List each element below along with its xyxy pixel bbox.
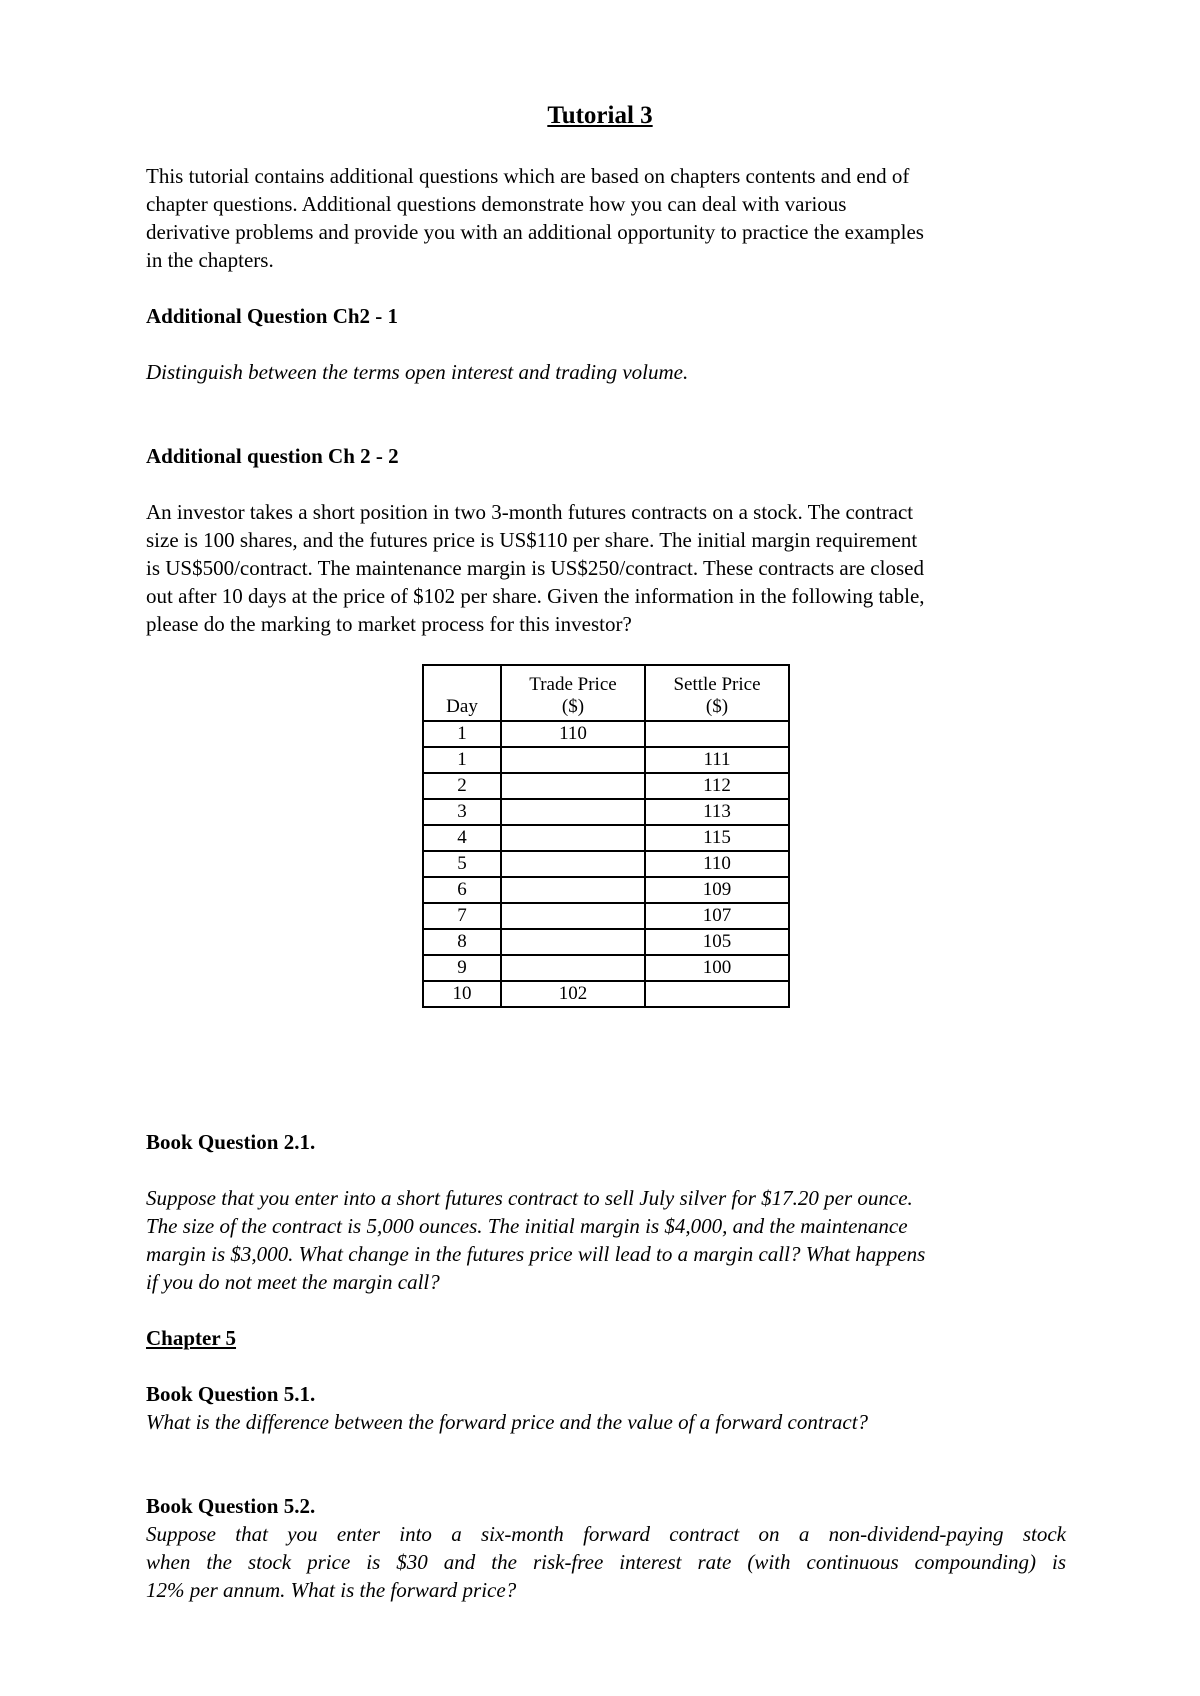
q2-line: out after 10 days at the price of $102 per share. Given the information in the following table, [146, 584, 925, 608]
cell-trade: 102 [501, 981, 645, 1007]
header-day-label: Day [446, 696, 478, 717]
cell-settle: 100 [645, 955, 789, 981]
bq52-paragraph [146, 1520, 1066, 1604]
q2-heading: Additional question Ch 2 - 2 [146, 444, 399, 468]
cell-day: 3 [423, 799, 501, 825]
cell-day: 6 [423, 877, 501, 903]
cell-trade [501, 903, 645, 929]
intro-line: This tutorial contains additional questions which are based on chapters contents and end of [146, 164, 910, 188]
cell-trade: 110 [501, 721, 645, 747]
cell-settle: 110 [645, 851, 789, 877]
table-row [423, 799, 789, 825]
cell-settle: 107 [645, 903, 789, 929]
table-header-row [423, 665, 789, 721]
bq21-paragraph [146, 1184, 1066, 1296]
bq51-heading: Book Question 5.1. [146, 1382, 316, 1406]
q2-line: is US$500/contract. The maintenance margin is US$250/contract. These contracts are closed [146, 556, 924, 580]
cell-settle: 111 [645, 747, 789, 773]
cell-trade [501, 877, 645, 903]
header-trade-unit: ($) [561, 696, 585, 717]
table-row [423, 773, 789, 799]
cell-day: 2 [423, 773, 501, 799]
table-row [423, 981, 789, 1007]
chapter5-heading: Chapter 5 [146, 1326, 237, 1350]
bq21-heading: Book Question 2.1. [146, 1130, 316, 1154]
table-row [423, 955, 789, 981]
header-trade-label: Trade Price [529, 674, 617, 695]
cell-day: 4 [423, 825, 501, 851]
header-settle-label: Settle Price [673, 674, 761, 695]
bq51-line: What is the difference between the forward price and the value of a forward contract? [146, 1410, 869, 1434]
cell-day: 9 [423, 955, 501, 981]
cell-settle: 113 [645, 799, 789, 825]
bq51-text [146, 1408, 1066, 1436]
bq52-line: 12% per annum. What is the forward price? [146, 1578, 517, 1602]
bq21-line: Suppose that you enter into a short futures contract to sell July silver for $17.20 per ounce. [146, 1186, 913, 1210]
cell-trade [501, 929, 645, 955]
cell-day: 1 [423, 721, 501, 747]
cell-settle [645, 721, 789, 747]
table-row [423, 721, 789, 747]
bq52-heading: Book Question 5.2. [146, 1494, 316, 1518]
intro-line: derivative problems and provide you with an additional opportunity to practice the examples [146, 220, 924, 244]
cell-day: 8 [423, 929, 501, 955]
header-settle-unit: ($) [705, 696, 729, 717]
intro-line: in the chapters. [146, 248, 274, 272]
q2-line: An investor takes a short position in two 3-month futures contracts on a stock. The contract [146, 500, 914, 524]
bq21-line: margin is $3,000. What change in the futures price will lead to a margin call? What happens [146, 1242, 926, 1266]
cell-day: 7 [423, 903, 501, 929]
q2-line: size is 100 shares, and the futures price is US$110 per share. The initial margin requirement [146, 528, 918, 552]
cell-trade [501, 747, 645, 773]
bq52-line: when the stock price is $30 and the risk-free interest rate (with continuous compounding) is [146, 1550, 1066, 1574]
cell-day: 10 [423, 981, 501, 1007]
bq21-line: if you do not meet the margin call? [146, 1270, 440, 1294]
page-title: Tutorial 3 [547, 102, 653, 129]
table-row [423, 903, 789, 929]
cell-settle [645, 981, 789, 1007]
cell-settle: 112 [645, 773, 789, 799]
cell-trade [501, 773, 645, 799]
price-table [422, 664, 790, 1008]
table-row [423, 929, 789, 955]
q2-line: please do the marking to market process for this investor? [146, 612, 632, 636]
bq21-line: The size of the contract is 5,000 ounces. The initial margin is $4,000, and the maintenance [146, 1214, 908, 1238]
cell-trade [501, 851, 645, 877]
cell-settle: 115 [645, 825, 789, 851]
header-settle-price [645, 665, 789, 721]
bq52-line: Suppose that you enter into a six-month forward contract on a non-dividend-paying stock [146, 1522, 1066, 1546]
cell-trade [501, 825, 645, 851]
cell-settle: 105 [645, 929, 789, 955]
table-row [423, 747, 789, 773]
table-row [423, 877, 789, 903]
cell-day: 1 [423, 747, 501, 773]
cell-trade [501, 955, 645, 981]
intro-paragraph [146, 162, 1066, 274]
header-trade-price [501, 665, 645, 721]
cell-day: 5 [423, 851, 501, 877]
q2-paragraph [146, 498, 1066, 638]
q1-text [146, 358, 1066, 386]
header-day [423, 665, 501, 721]
cell-settle: 109 [645, 877, 789, 903]
q1-line: Distinguish between the terms open interest and trading volume. [146, 360, 689, 384]
q1-heading: Additional Question Ch2 - 1 [146, 304, 399, 328]
cell-trade [501, 799, 645, 825]
intro-line: chapter questions. Additional questions demonstrate how you can deal with various [146, 192, 847, 216]
table-row [423, 825, 789, 851]
table-row [423, 851, 789, 877]
